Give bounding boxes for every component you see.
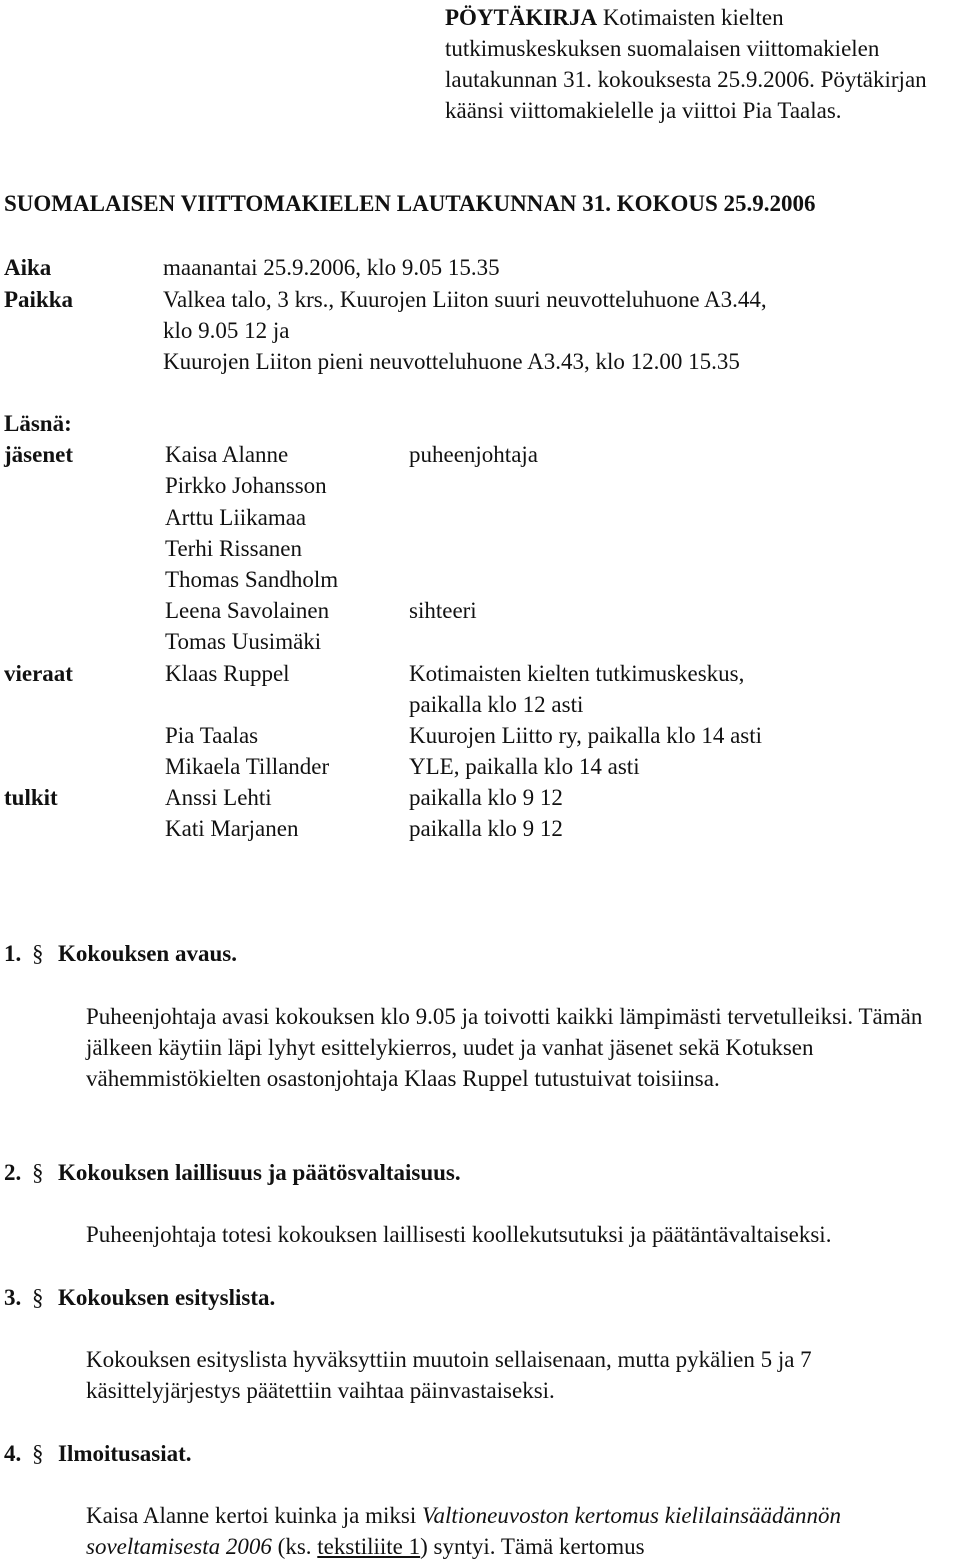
attendee-name: Terhi Rissanen	[165, 536, 303, 561]
section-sign: §	[32, 1285, 44, 1310]
section-title: Kokouksen avaus.	[58, 941, 237, 966]
attendee-role: YLE, paikalla klo 14 asti	[409, 754, 640, 779]
attendee-role: Kotimaisten kielten tutkimuskeskus,	[409, 661, 745, 686]
attendee-name: Kaisa Alanne	[165, 442, 289, 467]
attendee-role: puheenjohtaja	[409, 442, 539, 467]
section-title: Kokouksen laillisuus ja päätösvaltaisuus.	[58, 1160, 461, 1185]
section-paragraph: Puheenjohtaja totesi kokouksen laillisesti koollekutsutuksi ja päätäntävaltaiseksi.	[86, 1222, 832, 1247]
paragraph-text: Kaisa Alanne kertoi kuinka ja miksi	[86, 1503, 417, 1528]
attendee-role: paikalla klo 9 12	[409, 785, 563, 810]
document-type-title: PÖYTÄKIRJA	[445, 5, 598, 30]
attendee-role: sihteeri	[409, 598, 477, 623]
section-number: 3.	[4, 1285, 22, 1310]
section-heading	[4, 938, 237, 969]
paragraph-text: (ks.	[277, 1534, 312, 1559]
aika-value: maanantai 25.9.2006, klo 9.05 15.35	[163, 255, 500, 280]
attachment-link[interactable]: tekstiliite 1	[317, 1534, 421, 1559]
section-heading	[4, 1438, 192, 1469]
attendee-name: Leena Savolainen	[165, 598, 330, 623]
attendee-name: Thomas Sandholm	[165, 567, 339, 592]
group-label: jäsenet	[4, 442, 73, 467]
section-sign: §	[32, 1441, 44, 1466]
attendee-name: Mikaela Tillander	[165, 754, 330, 779]
attendee-name: Kati Marjanen	[165, 816, 299, 841]
section-title: Ilmoitusasiat.	[58, 1441, 192, 1466]
section-paragraph	[86, 1500, 958, 1562]
attendee-role: Kuurojen Liitto ry, paikalla klo 14 asti	[409, 723, 763, 748]
report-title: Valtioneuvoston kertomus kielilainsäädännön soveltamisesta 2006	[86, 1503, 842, 1559]
section-title: Kokouksen esityslista.	[58, 1285, 276, 1310]
attendee-name: Pirkko Johansson	[165, 473, 327, 498]
attendee-name: Anssi Lehti	[165, 785, 272, 810]
paikka-line: klo 9.05 12 ja	[163, 318, 290, 343]
intro-block	[445, 2, 950, 126]
section-number: 2.	[4, 1160, 22, 1185]
attendee-role: paikalla klo 9 12	[409, 816, 563, 841]
meeting-heading: SUOMALAISEN VIITTOMAKIELEN LAUTAKUNNAN 31. KOKOUS 25.9.2006	[4, 191, 816, 216]
section-heading	[4, 1282, 275, 1313]
section-paragraph: Kokouksen esityslista hyväksyttiin muutoin sellaisenaan, mutta pykälien 5 ja 7 käsittelyjärjestys päätettiin vaihtaa päinvastaiseksi.	[86, 1347, 812, 1403]
aika-label: Aika	[4, 255, 52, 280]
attendance-label: Läsnä:	[4, 411, 72, 436]
paikka-label: Paikka	[4, 287, 74, 312]
paikka-line: Kuurojen Liiton pieni neuvotteluhuone A3.43, klo 12.00 15.35	[163, 349, 740, 374]
paikka-line: Valkea talo, 3 krs., Kuurojen Liiton suuri neuvotteluhuone A3.44,	[163, 287, 767, 312]
section-sign: §	[32, 1160, 44, 1185]
paragraph-text: ) syntyi. Tämä kertomus	[420, 1534, 645, 1559]
intro-text: Kotimaisten kielten tutkimuskeskuksen suomalaisen viittomakielen lautakunnan 31. kokouksesta 25.9.2006. Pöytäkirjan käänsi viittomakielelle ja viittoi Pia Taalas.	[445, 5, 927, 123]
section-number: 4.	[4, 1441, 22, 1466]
section-number: 1.	[4, 941, 22, 966]
attendee-name: Pia Taalas	[165, 723, 259, 748]
attendee-name: Tomas Uusimäki	[165, 629, 322, 654]
section-sign: §	[32, 941, 44, 966]
attendee-name: Arttu Liikamaa	[165, 505, 307, 530]
attendee-role: paikalla klo 12 asti	[409, 692, 584, 717]
group-label: vieraat	[4, 661, 73, 686]
section-paragraph: Puheenjohtaja avasi kokouksen klo 9.05 ja toivotti kaikki lämpimästi tervetulleiksi. Tämän jälkeen käytiin läpi lyhyt esittelykierros, uudet ja vanhat jäsenet sekä Kotuksen vähemmistökielten osastonjohtaja Klaas Ruppel tutustuivat toisiinsa.	[86, 1004, 923, 1091]
section-heading	[4, 1157, 461, 1188]
group-label: tulkit	[4, 785, 58, 810]
attendee-name: Klaas Ruppel	[165, 661, 290, 686]
